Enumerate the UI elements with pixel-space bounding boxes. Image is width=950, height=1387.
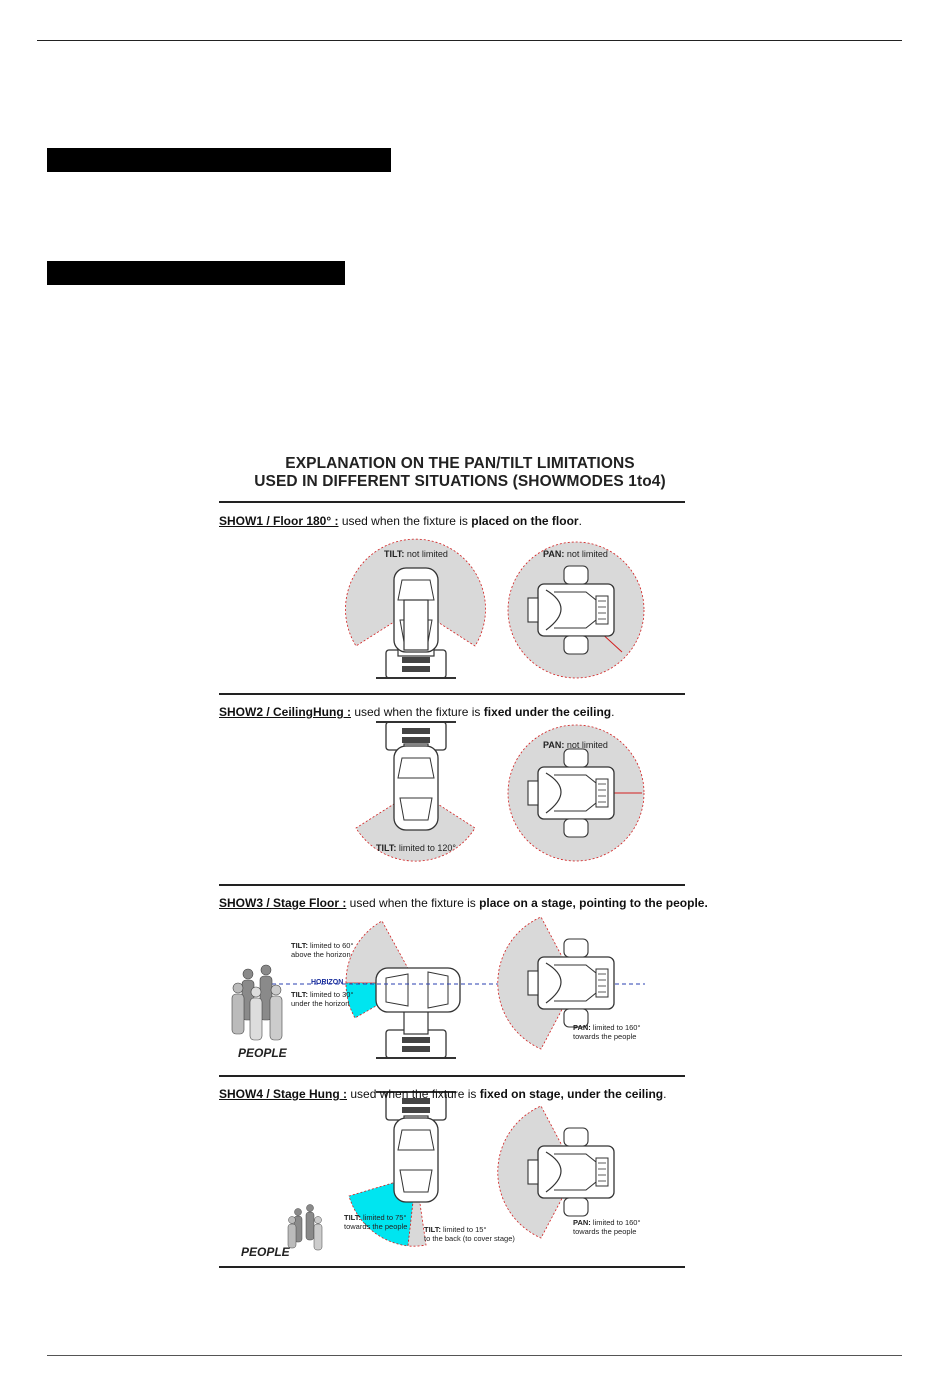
show3-heading: SHOW3 / Stage Floor : used when the fixture is place on a stage, pointing to the people. [219, 896, 708, 910]
show2-pan-label: PAN: not limited [543, 740, 608, 750]
show2-heading: SHOW2 / CeilingHung : used when the fixture is fixed under the ceiling. [219, 705, 615, 719]
show3-people-icon [232, 965, 282, 1040]
show4-pan-label: PAN: limited to 160° towards the people [573, 1218, 641, 1236]
show3-horizon-label: HORIZON [311, 979, 344, 986]
show4-tilt-front-label: TILT: limited to 75° towards the people [344, 1213, 408, 1231]
show1-pan-label: PAN: not limited [543, 549, 608, 559]
show3-people-label: PEOPLE [238, 1046, 287, 1060]
show3-pan-label: PAN: limited to 160° towards the people [573, 1023, 641, 1041]
diagram-title-line1: EXPLANATION ON THE PAN/TILT LIMITATIONS [285, 455, 635, 472]
show1-tilt-label: TILT: not limited [384, 549, 448, 559]
show4-heading: SHOW4 / Stage Hung : used when the fixture is fixed on stage, under the ceiling. [219, 1087, 667, 1101]
show4-people-label: PEOPLE [241, 1245, 290, 1259]
show4-people-icon [288, 1205, 322, 1251]
footer-rule [47, 1355, 902, 1356]
show4-tilt-back-label: TILT: limited to 15° to the back (to cover stage) [424, 1225, 515, 1243]
show3-tilt-up-label: TILT: limited to 60° above the horizon [291, 941, 354, 959]
show1-heading: SHOW1 / Floor 180° : used when the fixture is placed on the floor. [219, 514, 582, 528]
show3-tilt-down-label: TILT: limited to 30° under the horizon [291, 990, 354, 1008]
show3-fixture-side [376, 968, 460, 1058]
diagram-title-line2: USED IN DIFFERENT SITUATIONS (SHOWMODES 1to4) [254, 473, 666, 490]
show2-tilt-label: TILT: limited to 120° [376, 843, 456, 853]
